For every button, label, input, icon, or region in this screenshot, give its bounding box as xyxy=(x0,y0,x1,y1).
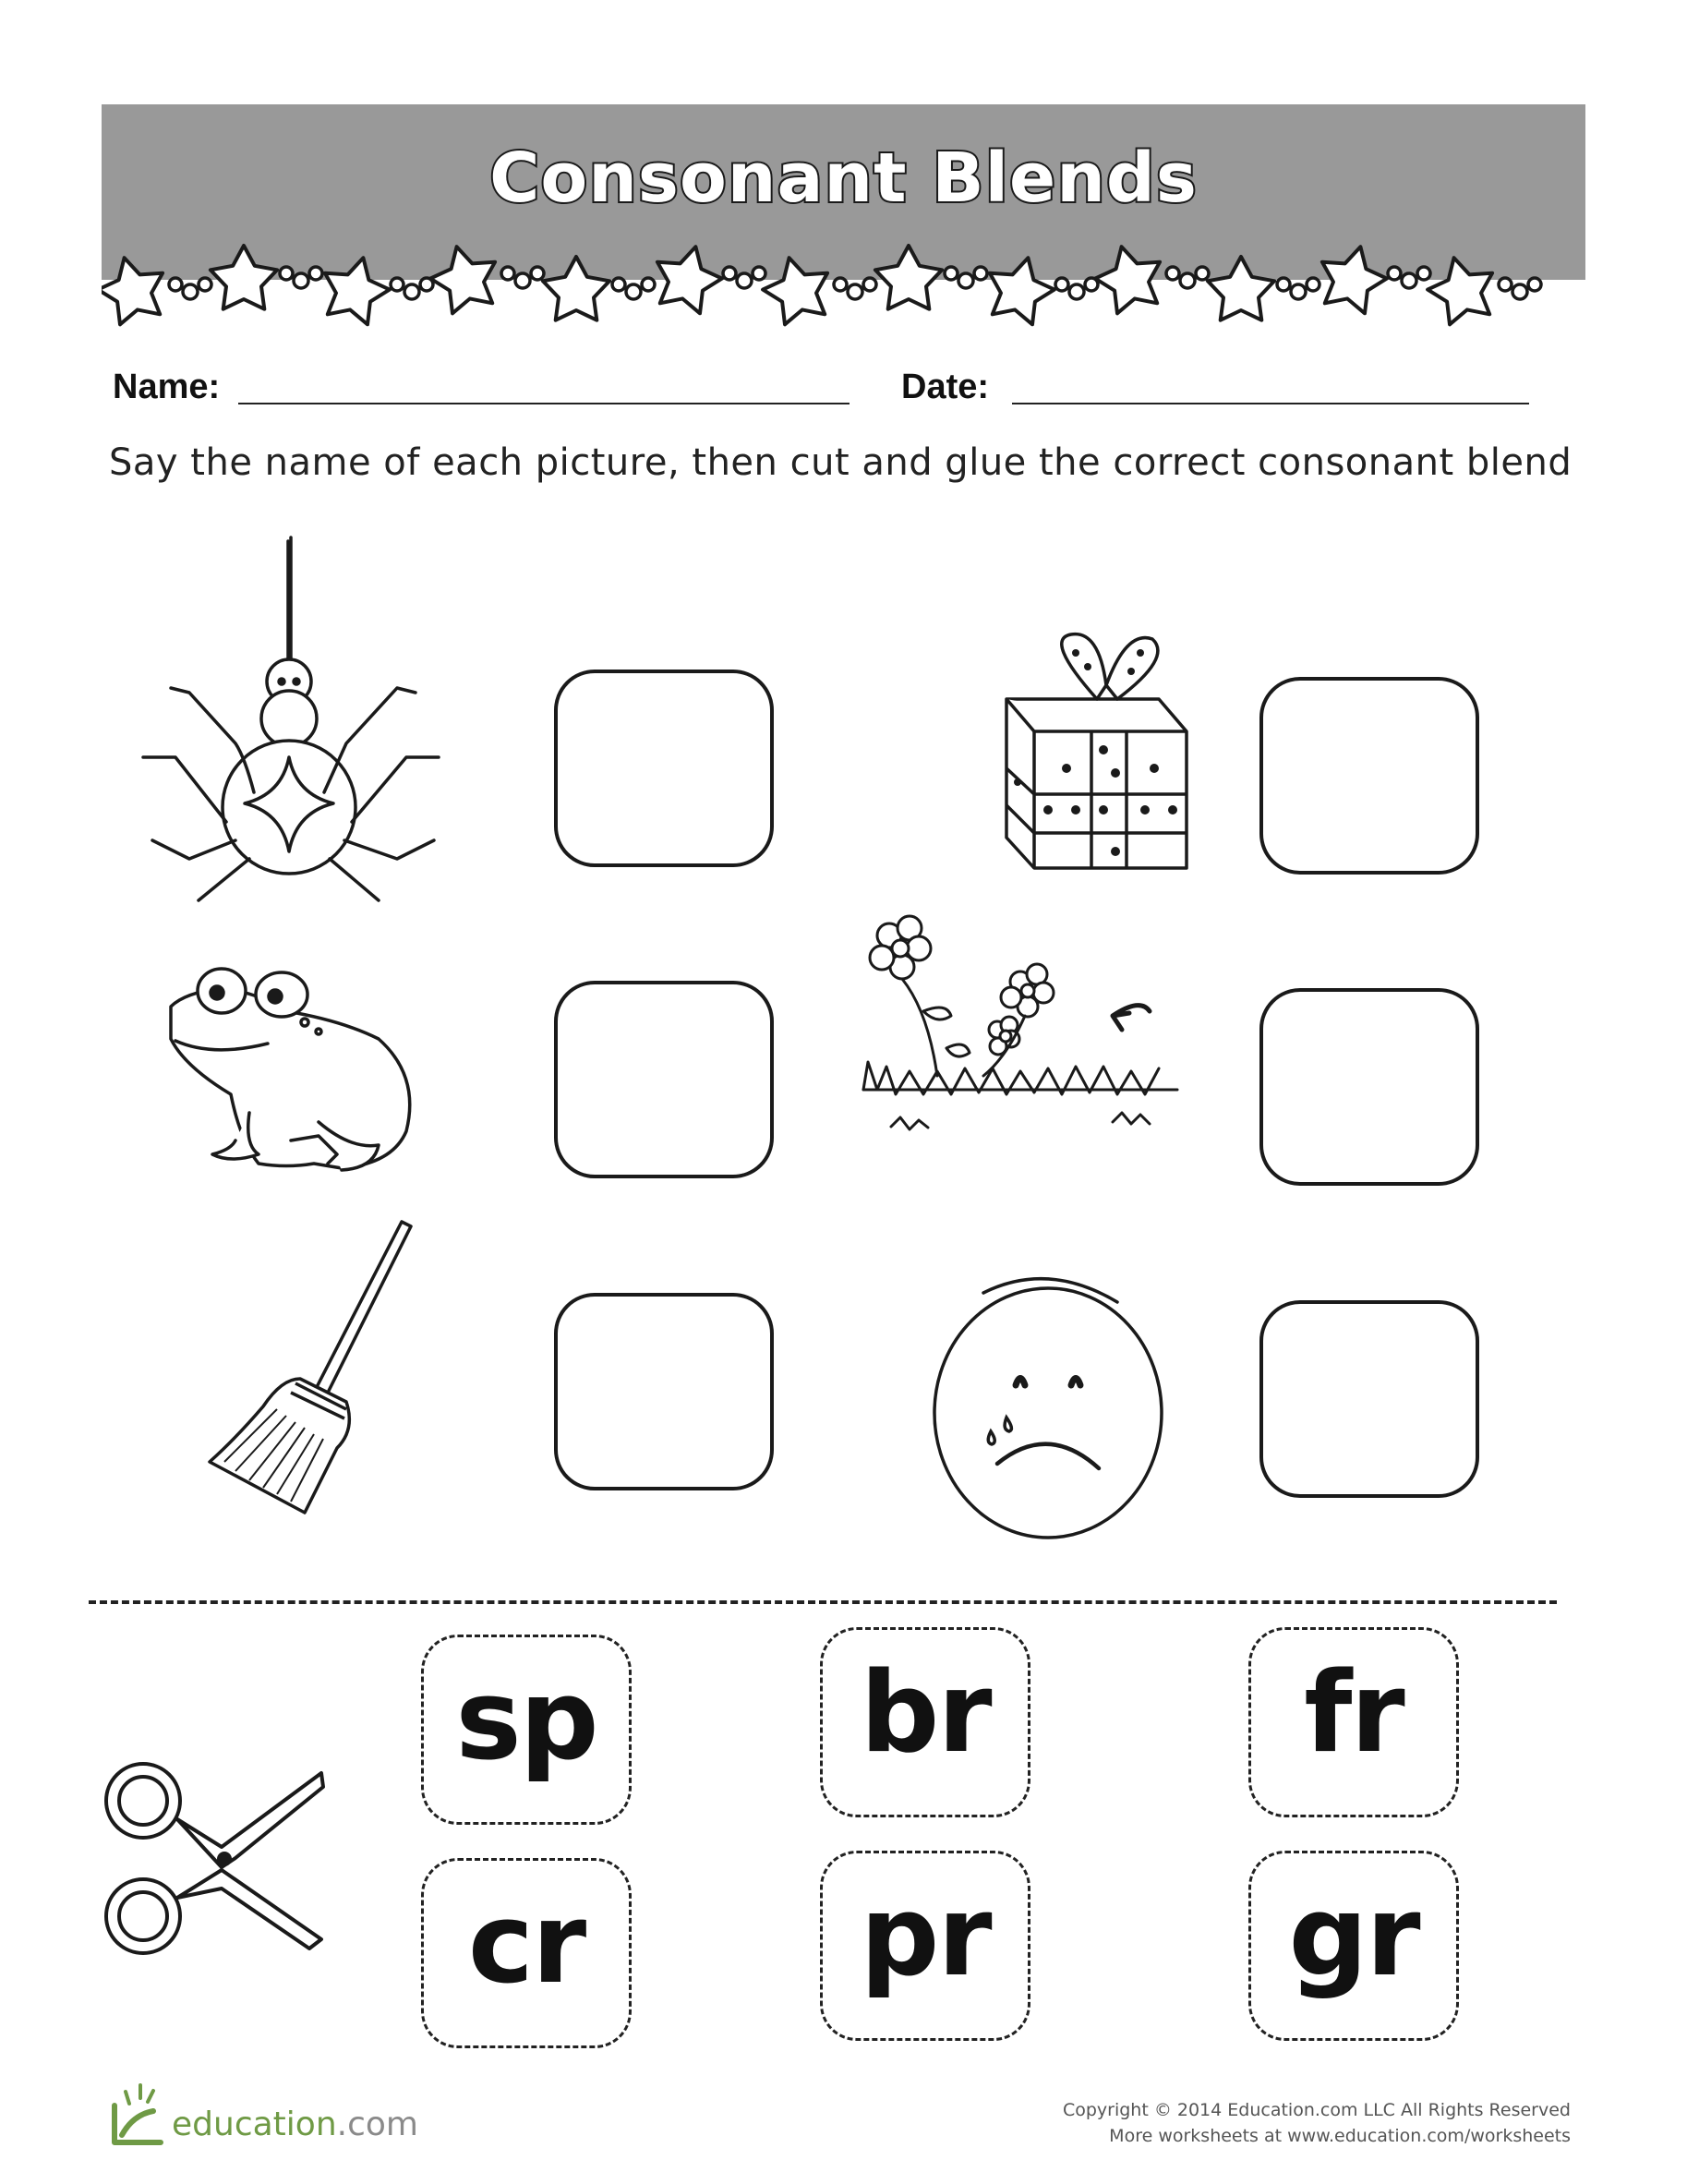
glue-box-present[interactable] xyxy=(1259,677,1479,875)
blend-tile-pr[interactable] xyxy=(820,1851,1030,2041)
name-line[interactable] xyxy=(238,403,850,404)
instruction-text: Say the name of each picture, then cut and glue the correct consonant blend xyxy=(109,441,1573,484)
bubble-decoration xyxy=(1417,267,1430,280)
bubble-decoration xyxy=(1085,278,1098,291)
blend-tile-fr[interactable] xyxy=(1248,1627,1459,1817)
bubble-decoration xyxy=(1166,267,1179,280)
bubble-decoration xyxy=(863,278,876,291)
bubble-decoration xyxy=(626,284,641,299)
logo-suffix: .com xyxy=(336,2106,418,2143)
bubble-decoration xyxy=(1069,284,1084,299)
bubble-decoration xyxy=(834,278,847,291)
bubble-decoration xyxy=(1291,284,1306,299)
logo-main: education xyxy=(172,2106,337,2143)
bubble-decoration xyxy=(848,284,862,299)
bubble-decoration xyxy=(1055,278,1068,291)
bubble-decoration xyxy=(183,284,198,299)
bubble-decoration xyxy=(1307,278,1319,291)
bubble-decoration xyxy=(391,278,404,291)
bubble-decoration xyxy=(1528,278,1541,291)
bubble-decoration xyxy=(169,278,182,291)
bubble-decoration xyxy=(501,267,514,280)
blend-tile-label: fr xyxy=(1304,1649,1404,1778)
blend-tile-label: gr xyxy=(1288,1873,1419,2001)
blend-tile-label: br xyxy=(860,1649,991,1778)
scissors-icon xyxy=(102,1755,332,1962)
bubble-decoration xyxy=(294,273,308,288)
glue-box-spider[interactable] xyxy=(554,670,774,867)
bubble-decoration xyxy=(1180,273,1195,288)
bubble-decoration xyxy=(723,267,736,280)
bubble-decoration xyxy=(974,267,987,280)
bubble-decoration xyxy=(309,267,322,280)
bubble-decoration xyxy=(642,278,655,291)
blend-tile-label: cr xyxy=(467,1880,585,2009)
blend-tile-label: sp xyxy=(455,1657,597,1785)
blend-tile-cr[interactable] xyxy=(421,1858,632,2048)
copyright-text: Copyright © 2014 Education.com LLC All Rights Reserved xyxy=(1062,2100,1571,2120)
spider-icon xyxy=(134,536,452,905)
blend-tile-gr[interactable] xyxy=(1248,1851,1459,2041)
bubble-decoration xyxy=(1388,267,1401,280)
bubble-decoration xyxy=(612,278,625,291)
date-label: Date: xyxy=(901,368,990,406)
bubble-decoration xyxy=(1512,284,1527,299)
crying-face-icon xyxy=(928,1265,1177,1542)
bubble-decoration xyxy=(945,267,958,280)
glue-box-grass[interactable] xyxy=(1259,988,1479,1186)
grass-flower-icon xyxy=(845,910,1223,1150)
bubble-decoration xyxy=(1402,273,1416,288)
blend-tile-br[interactable] xyxy=(820,1627,1030,1817)
bubble-decoration xyxy=(1499,278,1512,291)
bubble-decoration xyxy=(1196,267,1209,280)
date-line[interactable] xyxy=(1012,403,1529,404)
glue-box-frog[interactable] xyxy=(554,981,774,1178)
bubble-decoration xyxy=(420,278,433,291)
bubble-decoration xyxy=(404,284,419,299)
frog-icon xyxy=(157,956,429,1191)
bubble-decoration xyxy=(737,273,752,288)
bubble-decoration xyxy=(958,273,973,288)
cut-line xyxy=(89,1600,1557,1604)
star-border-decoration xyxy=(102,242,1585,344)
glue-box-broom[interactable] xyxy=(554,1293,774,1490)
bubble-decoration xyxy=(1277,278,1290,291)
blend-tile-label: pr xyxy=(860,1873,991,2001)
education-logo-text[interactable] xyxy=(172,2106,418,2143)
blend-tile-sp[interactable] xyxy=(421,1635,632,1825)
broom-icon xyxy=(208,1217,420,1517)
page-title: Consonant Blends xyxy=(489,139,1198,218)
more-worksheets-text: More worksheets at www.education.com/worksheets xyxy=(1109,2126,1571,2146)
bubble-decoration xyxy=(280,267,293,280)
bubble-decoration xyxy=(753,267,765,280)
education-logo-icon xyxy=(105,2078,172,2152)
bubble-decoration xyxy=(515,273,530,288)
glue-box-crying[interactable] xyxy=(1259,1300,1479,1498)
bubble-decoration xyxy=(199,278,211,291)
present-icon xyxy=(988,630,1196,875)
name-label: Name: xyxy=(113,368,221,406)
bubble-decoration xyxy=(531,267,544,280)
